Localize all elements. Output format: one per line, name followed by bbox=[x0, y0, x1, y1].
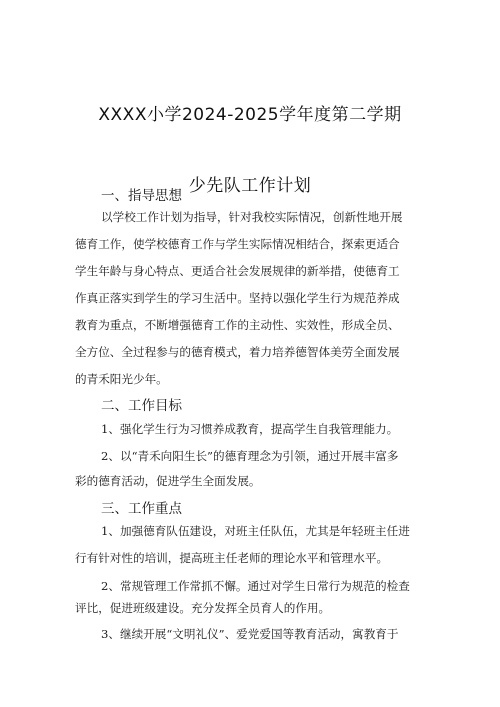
paragraph-line: 彩的德育活动，促进学生全面发展。 bbox=[75, 474, 261, 488]
section-heading-guiding-ideology: 一、指导思想 bbox=[101, 188, 182, 204]
paragraph-line: 教育为重点，不断增强德育工作的主动性、实效性，形成全员、 bbox=[75, 318, 400, 332]
paragraph-line: 行有针对性的培训，提高班主任老师的理论水平和管理水平。 bbox=[75, 551, 389, 565]
document-subtitle: 少先队工作计划 bbox=[188, 176, 312, 196]
section-heading-work-goals: 二、工作目标 bbox=[101, 398, 182, 414]
paragraph-line: 学生年龄与身心特点、更适合社会发展规律的新举措，使德育工 bbox=[75, 264, 400, 278]
paragraph-line: 1、强化学生行为习惯养成教育，提高学生自我管理能力。 bbox=[101, 422, 399, 436]
document-title: XXXX小学2024-2025学年度第二学期 bbox=[98, 105, 402, 125]
paragraph-line: 2、常规管理工作常抓不懈。通过对学生日常行为规范的检查 bbox=[101, 579, 410, 593]
paragraph-line: 2、以“青禾向阳生长”的德育理念为引领，通过开展丰富多 bbox=[101, 449, 399, 463]
paragraph-line: 全方位、全过程参与的德育模式，着力培养德智体美劳全面发展 bbox=[75, 345, 400, 359]
paragraph-line: 评比，促进班级建设。充分发挥全员育人的作用。 bbox=[75, 601, 331, 615]
section-heading-work-focus: 三、工作重点 bbox=[101, 501, 182, 517]
paragraph-line: 3、继续开展“文明礼仪”、爱党爱国等教育活动，寓教育于 bbox=[101, 627, 399, 641]
paragraph-line: 以学校工作计划为指导，针对我校实际情况，创新性地开展 bbox=[101, 210, 403, 224]
paragraph-line: 的青禾阳光少年。 bbox=[75, 372, 168, 386]
paragraph-line: 德育工作，使学校德育工作与学生实际情况相结合，探索更适合 bbox=[75, 237, 400, 251]
paragraph-line: 1、加强德育队伍建设，对班主任队伍，尤其是年轻班主任进 bbox=[101, 524, 410, 538]
paragraph-line: 作真正落实到学生的学习生活中。坚持以强化学生行为规范养成 bbox=[75, 291, 400, 305]
